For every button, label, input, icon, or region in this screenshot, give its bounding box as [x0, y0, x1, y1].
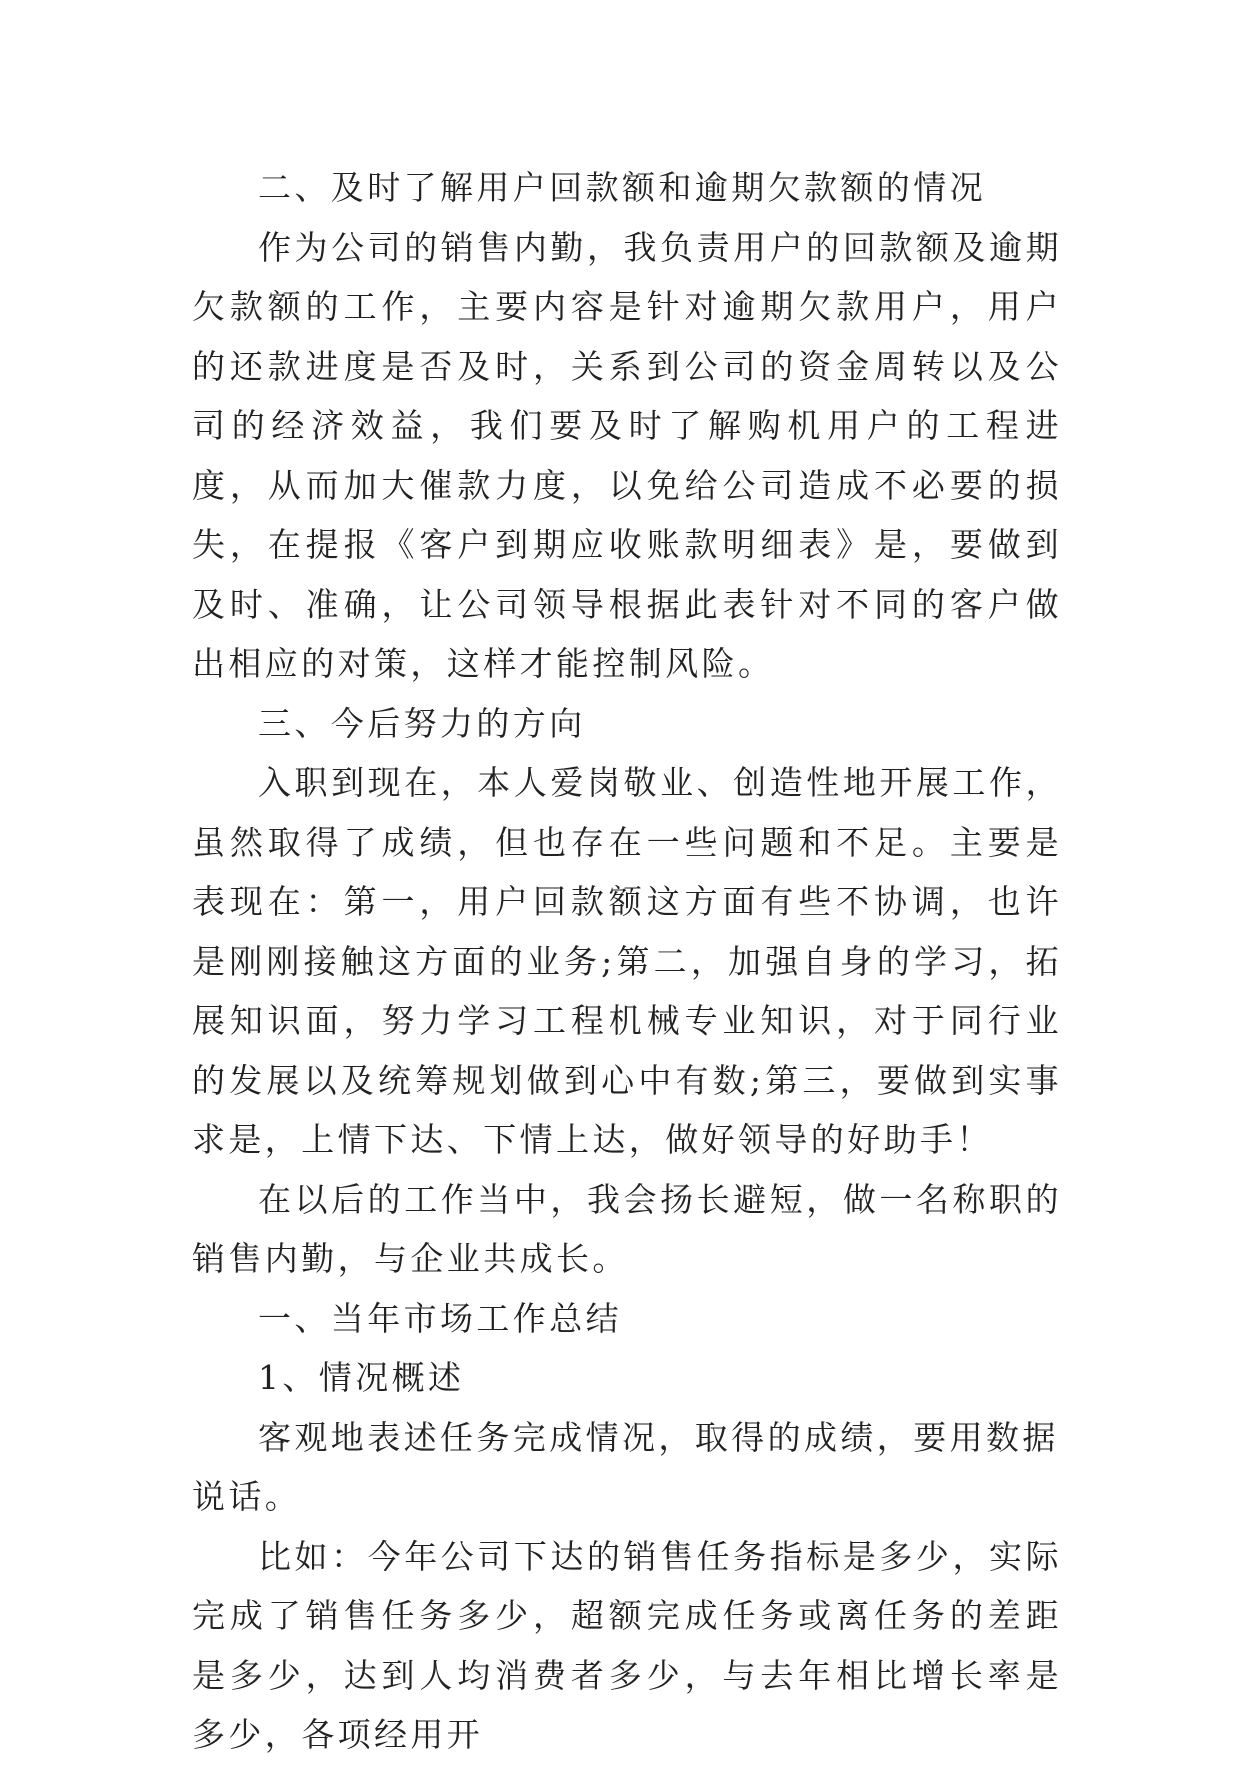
section-heading-collections: 二、及时了解用户回款额和逾期欠款额的情况 [258, 168, 986, 207]
paragraph-overview-note: 客观地表述任务完成情况，取得的成绩，要用数据说话。 [192, 1417, 1059, 1516]
section-heading-future-direction: 三、今后努力的方向 [258, 703, 586, 743]
paragraph-example: 比如：今年公司下达的销售任务指标是多少，实际完成了销售任务多少，超额完成任务或离任务的差距是多少，达到人均消费者多少，与去年相比增长率是多少，各项经用开 [192, 1536, 1062, 1754]
subsection-heading-overview: 1、情况概述 [258, 1358, 465, 1397]
paragraph-self-assessment: 入职到现在，本人爱岗敬业、创造性地开展工作，虽然取得了成绩，但也存在一些问题和不足。主要是表现在：第一，用户回款额这方面有些不协调，也许是刚刚接触这方面的业务;第二，加强自身的学习，拓展知识面，努力学习工程机械专业知识，对于同行业的发展以及统筹规划做到心中有数;第三，要做到实事求是，上情下达、下情上达，做好领导的好助手！ [192, 763, 1062, 1159]
paragraph-closing: 在以后的工作当中，我会扬长避短，做一名称职的销售内勤，与企业共成长。 [192, 1179, 1062, 1278]
document-body [192, 158, 1062, 1765]
section-heading-annual-summary: 一、当年市场工作总结 [258, 1298, 622, 1338]
paragraph-collections-duty: 作为公司的销售内勤，我负责用户的回款额及逾期欠款额的工作，主要内容是针对逾期欠款用户，用户的还款进度是否及时，关系到公司的资金周转以及公司的经济效益，我们要及时了解购机用户的工程进度，从而加大催款力度，以免给公司造成不必要的损失，在提报《客户到期应收账款明细表》是，要做到及时、准确，让公司领导根据此表针对不同的客户做出相应的对策，这样才能控制风险。 [192, 227, 1062, 683]
